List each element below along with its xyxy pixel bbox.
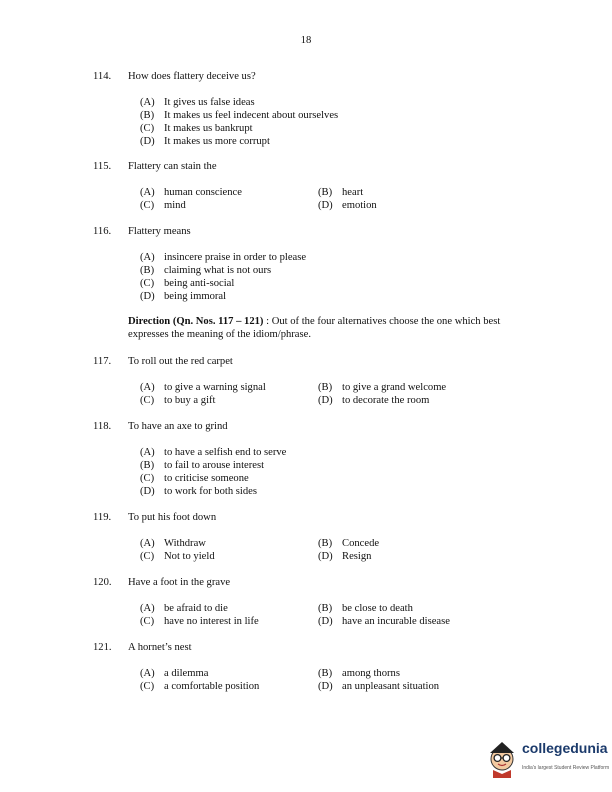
question-number: 118.: [93, 421, 112, 432]
option-label: (D): [318, 681, 333, 692]
option-text: heart: [342, 187, 364, 198]
question-stem: To put his foot down: [128, 512, 217, 523]
option-text: to have a selfish end to serve: [164, 447, 287, 458]
option-label: (C): [140, 278, 155, 289]
option-a: [140, 251, 306, 264]
option-b: [318, 537, 379, 550]
options-119: [140, 537, 215, 563]
options-114: [140, 96, 338, 148]
options-119-right: [318, 537, 379, 563]
option-b: [318, 186, 377, 199]
option-label: (D): [140, 291, 155, 302]
question-number: 114.: [93, 71, 112, 82]
option-text: emotion: [342, 200, 377, 211]
option-b: [140, 264, 306, 277]
options-120-right: [318, 602, 450, 628]
option-d: [140, 485, 286, 498]
option-text: mind: [164, 200, 186, 211]
options-115: [140, 186, 242, 212]
question-stem: Have a foot in the grave: [128, 577, 231, 588]
option-a: [140, 186, 242, 199]
option-text: Resign: [342, 551, 372, 562]
option-d: [318, 199, 377, 212]
option-label: (A): [140, 187, 155, 198]
option-label: (C): [140, 616, 155, 627]
option-label: (C): [140, 681, 155, 692]
option-text: Concede: [342, 538, 380, 549]
option-b: [318, 381, 446, 394]
option-text: Not to yield: [164, 551, 215, 562]
question-stem: To roll out the red carpet: [128, 356, 233, 367]
option-a: [140, 602, 259, 615]
option-label: (B): [318, 382, 333, 393]
option-text: to buy a gift: [164, 395, 216, 406]
option-text: It makes us more corrupt: [164, 136, 270, 147]
option-c: [140, 680, 259, 693]
question-stem: Flattery means: [128, 226, 191, 237]
options-121: [140, 667, 259, 693]
option-a: [140, 446, 286, 459]
option-label: (B): [318, 187, 333, 198]
option-text: have no interest in life: [164, 616, 259, 627]
option-label: (A): [140, 382, 155, 393]
option-label: (B): [140, 265, 155, 276]
option-text: to work for both sides: [164, 486, 257, 497]
option-text: It makes us bankrupt: [164, 123, 253, 134]
option-text: to give a warning signal: [164, 382, 266, 393]
option-b: [140, 459, 286, 472]
option-c: [140, 122, 338, 135]
option-d: [318, 680, 439, 693]
option-text: claiming what is not ours: [164, 265, 272, 276]
option-text: being anti-social: [164, 278, 235, 289]
option-text: an unpleasant situation: [342, 681, 440, 692]
question-stem: To have an axe to grind: [128, 421, 228, 432]
option-label: (D): [140, 486, 155, 497]
option-label: (C): [140, 200, 155, 211]
options-117: [140, 381, 266, 407]
option-label: (A): [140, 447, 155, 458]
option-a: [140, 381, 266, 394]
option-text: to give a grand welcome: [342, 382, 447, 393]
option-c: [140, 615, 259, 628]
option-label: (D): [318, 551, 333, 562]
question-number: 120.: [93, 577, 112, 588]
logo-tagline: India's largest Student Review Platform: [522, 765, 610, 771]
option-a: [140, 667, 259, 680]
option-label: (B): [318, 538, 333, 549]
option-c: [140, 550, 215, 563]
option-d: [140, 135, 338, 148]
options-115-right: [318, 186, 377, 212]
option-d: [318, 550, 379, 563]
options-121-right: [318, 667, 439, 693]
option-d: [318, 394, 446, 407]
option-label: (A): [140, 538, 155, 549]
option-text: to fail to arouse interest: [164, 460, 265, 471]
option-label: (D): [318, 616, 333, 627]
option-a: [140, 537, 215, 550]
direction-text: : Out of the four alternatives choose the one which best expresses the meaning of the idiom/phrase.: [128, 316, 501, 340]
option-text: to criticise someone: [164, 473, 249, 484]
option-text: a comfortable position: [164, 681, 260, 692]
option-label: (D): [318, 200, 333, 211]
option-c: [140, 277, 306, 290]
mascot-icon: [484, 738, 520, 778]
option-text: among thorns: [342, 668, 400, 679]
option-text: insincere praise in order to please: [164, 252, 307, 263]
collegedunia-logo[interactable]: [484, 738, 608, 782]
option-text: It makes us feel indecent about ourselves: [164, 110, 339, 121]
option-d: [318, 615, 450, 628]
option-label: (B): [140, 460, 155, 471]
page-number: 18: [300, 35, 312, 46]
option-label: (C): [140, 551, 155, 562]
option-text: a dilemma: [164, 668, 209, 679]
option-label: (D): [318, 395, 333, 406]
option-label: (C): [140, 395, 155, 406]
options-120: [140, 602, 259, 628]
option-text: be close to death: [342, 603, 413, 614]
option-text: to decorate the room: [342, 395, 430, 406]
option-label: (A): [140, 252, 155, 263]
option-a: [140, 96, 338, 109]
question-stem: A hornet’s nest: [128, 642, 192, 653]
question-number: 116.: [93, 226, 112, 237]
option-label: (D): [140, 136, 155, 147]
logo-wordmark: collegedunia: [522, 740, 608, 756]
option-c: [140, 199, 242, 212]
question-stem: How does flattery deceive us?: [128, 71, 256, 82]
options-118: [140, 446, 286, 498]
option-label: (A): [140, 668, 155, 679]
option-text: be afraid to die: [164, 603, 228, 614]
option-c: [140, 472, 286, 485]
option-label: (A): [140, 97, 155, 108]
option-d: [140, 290, 306, 303]
question-number: 121.: [93, 642, 112, 653]
option-text: have an incurable disease: [342, 616, 450, 627]
option-text: human conscience: [164, 187, 242, 198]
options-116: [140, 251, 306, 303]
option-text: Withdraw: [164, 538, 206, 549]
question-number: 119.: [93, 512, 112, 523]
option-label: (B): [318, 668, 333, 679]
option-label: (B): [318, 603, 333, 614]
question-number: 117.: [93, 356, 112, 367]
option-b: [140, 109, 338, 122]
option-label: (C): [140, 473, 155, 484]
option-label: (A): [140, 603, 155, 614]
question-stem: Flattery can stain the: [128, 161, 217, 172]
direction-instructions: [128, 315, 528, 341]
option-text: It gives us false ideas: [164, 97, 255, 108]
question-number: 115.: [93, 161, 112, 172]
option-b: [318, 602, 450, 615]
option-c: [140, 394, 266, 407]
options-117-right: [318, 381, 446, 407]
option-label: (C): [140, 123, 155, 134]
option-text: being immoral: [164, 291, 227, 302]
direction-heading: Direction (Qn. Nos. 117 – 121): [128, 316, 264, 327]
option-label: (B): [140, 110, 155, 121]
option-b: [318, 667, 439, 680]
